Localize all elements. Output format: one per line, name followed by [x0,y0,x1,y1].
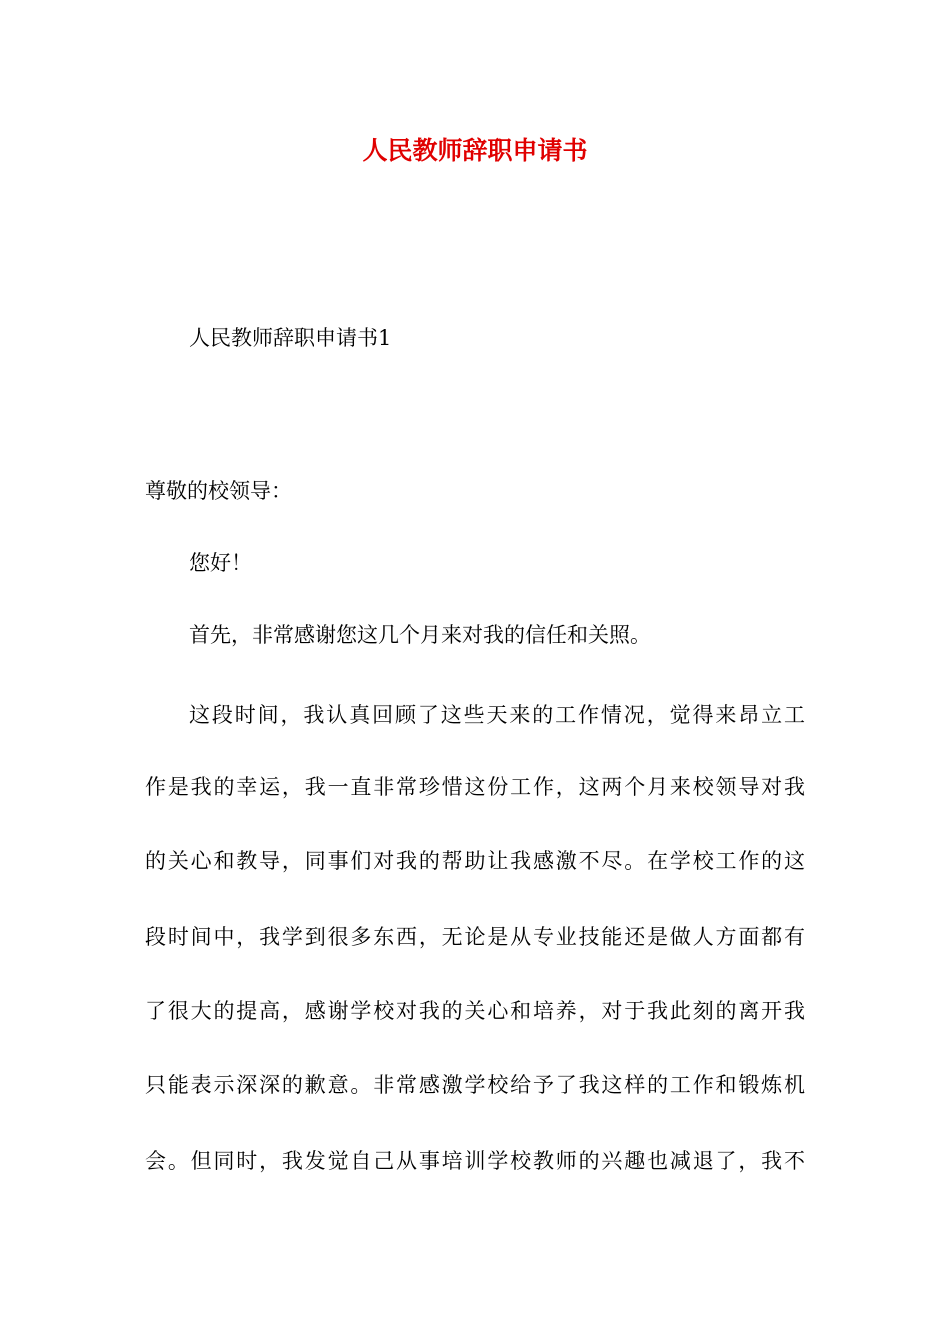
paragraph-thanks: 首先，非常感谢您这几个月来对我的信任和关照。 [189,623,651,647]
paragraph-line: 的关心和教导，同事们对我的帮助让我感激不尽。在学校工作的这 [145,849,805,873]
paragraph-line: 段时间中，我学到很多东西，无论是从专业技能还是做人方面都有 [145,925,805,949]
paragraph-line: 只能表示深深的歉意。非常感激学校给予了我这样的工作和锻炼机 [145,1073,805,1097]
paragraph-line: 会。但同时，我发觉自己从事培训学校教师的兴趣也减退了，我不 [145,1149,805,1173]
paragraph-line: 作是我的幸运，我一直非常珍惜这份工作，这两个月来校领导对我 [145,775,805,799]
salutation: 尊敬的校领导： [145,479,292,503]
section-heading: 人民教师辞职申请书1 [189,326,392,350]
greeting: 您好！ [189,551,252,575]
paragraph-line: 了很大的提高，感谢学校对我的关心和培养，对于我此刻的离开我 [145,999,805,1023]
document-title: 人民教师辞职申请书 [362,136,588,165]
paragraph-line: 这段时间，我认真回顾了这些天来的工作情况，觉得来昂立工 [189,703,805,727]
